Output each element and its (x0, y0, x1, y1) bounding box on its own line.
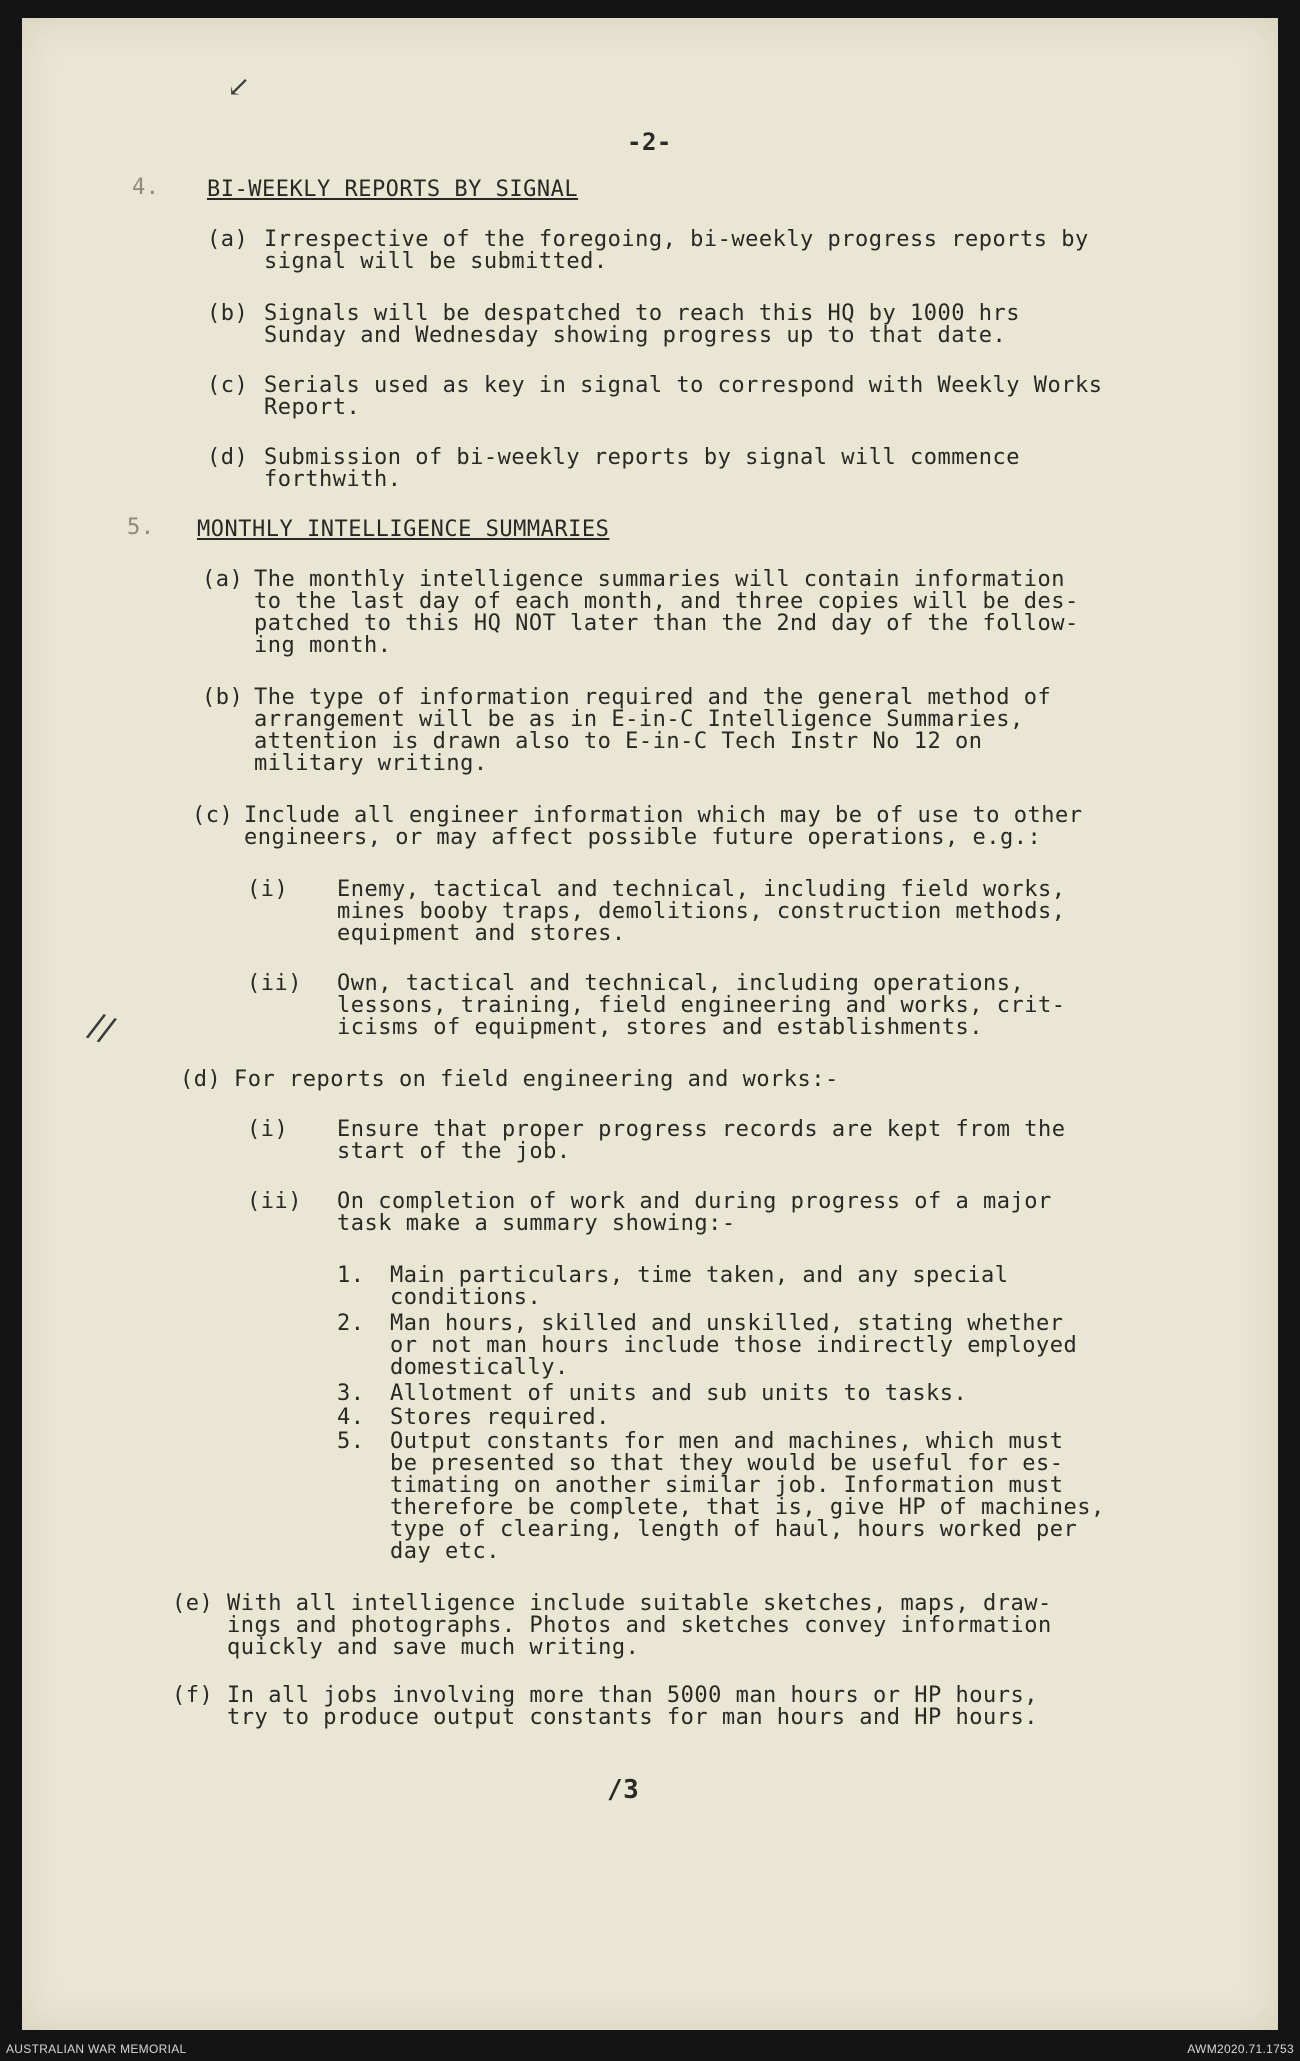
subpara-label: (i) (247, 1117, 289, 1142)
list-line: Allotment of units and sub units to tasks. (390, 1381, 968, 1406)
list-line: or not man hours include those indirectly employed (390, 1333, 1078, 1358)
list-line: be presented so that they would be useful for es- (390, 1451, 1064, 1476)
para-line: start of the job. (337, 1139, 571, 1164)
para-line: Serials used as key in signal to correspond with Weekly Works (264, 373, 1103, 398)
para-line: On completion of work and during progress of a major (337, 1189, 1052, 1214)
para-line: to the last day of each month, and three copies will be des- (254, 589, 1079, 614)
para-line: ing month. (254, 633, 392, 658)
para-label: (b) (202, 685, 244, 710)
para-line: Include all engineer information which may be of use to other (244, 803, 1083, 828)
list-line: type of clearing, length of haul, hours worked per (390, 1517, 1078, 1542)
list-number: 2. (337, 1311, 365, 1336)
section-number: 5. (127, 515, 155, 540)
subpara-label: (i) (247, 877, 289, 902)
list-number: 3. (337, 1381, 365, 1406)
para-label: (d) (207, 445, 249, 470)
para-label: (f) (172, 1683, 214, 1708)
para-line: Irrespective of the foregoing, bi-weekly progress reports by (264, 227, 1089, 252)
para-label: (c) (192, 803, 234, 828)
pen-mark: ↙ (227, 70, 251, 103)
list-line: day etc. (390, 1539, 500, 1564)
next-page-marker: /3 (607, 1775, 640, 1805)
list-line: domestically. (390, 1355, 569, 1380)
para-line: The monthly intelligence summaries will contain information (254, 567, 1065, 592)
para-line: Enemy, tactical and technical, including field works, (337, 877, 1066, 902)
footer-credit: AUSTRALIAN WAR MEMORIAL (6, 2042, 187, 2056)
para-line: military writing. (254, 751, 488, 776)
subpara-label: (ii) (247, 1189, 302, 1214)
para-line: quickly and save much writing. (227, 1635, 640, 1660)
para-line: signal will be submitted. (264, 249, 608, 274)
para-label: (a) (202, 567, 244, 592)
list-line: Main particulars, time taken, and any special (390, 1263, 1009, 1288)
page-number: -2- (627, 128, 672, 156)
para-label: (d) (180, 1067, 222, 1092)
para-line: arrangement will be as in E-in-C Intelligence Summaries, (254, 707, 1024, 732)
para-line: Signals will be despatched to reach this HQ by 1000 hrs (264, 301, 1020, 326)
para-line: Own, tactical and technical, including operations, (337, 971, 1025, 996)
para-line: icisms of equipment, stores and establishments. (337, 1015, 984, 1040)
para-line: For reports on field engineering and works:- (234, 1067, 839, 1092)
para-line: ings and photographs. Photos and sketches convey information (227, 1613, 1052, 1638)
para-line: In all jobs involving more than 5000 man hours or HP hours, (227, 1683, 1038, 1708)
para-label: (c) (207, 373, 249, 398)
pen-mark-margin: // (83, 1005, 120, 1051)
list-line: Output constants for men and machines, which must (390, 1429, 1064, 1454)
list-number: 5. (337, 1429, 365, 1454)
list-line: Man hours, skilled and unskilled, stating whether (390, 1311, 1064, 1336)
para-line: Submission of bi-weekly reports by signal will commence (264, 445, 1020, 470)
para-line: equipment and stores. (337, 921, 626, 946)
para-line: The type of information required and the general method of (254, 685, 1052, 710)
para-line: attention is drawn also to E-in-C Tech Instr No 12 on (254, 729, 983, 754)
para-line: Report. (264, 395, 361, 420)
para-line: patched to this HQ NOT later than the 2nd day of the follow- (254, 611, 1079, 636)
para-label: (e) (172, 1591, 214, 1616)
list-line: Stores required. (390, 1405, 610, 1430)
para-line: try to produce output constants for man hours and HP hours. (227, 1705, 1038, 1730)
list-line: therefore be complete, that is, give HP of machines, (390, 1495, 1105, 1520)
document-page (22, 18, 1278, 2030)
section-heading: BI-WEEKLY REPORTS BY SIGNAL (207, 177, 579, 202)
para-label: (a) (207, 227, 249, 252)
para-line: forthwith. (264, 467, 402, 492)
para-line: engineers, or may affect possible future operations, e.g.: (244, 825, 1042, 850)
footer-accession-number: AWM2020.71.1753 (1187, 2042, 1294, 2056)
para-line: Ensure that proper progress records are kept from the (337, 1117, 1066, 1142)
para-line: task make a summary showing:- (337, 1211, 736, 1236)
para-line: Sunday and Wednesday showing progress up to that date. (264, 323, 1007, 348)
para-line: lessons, training, field engineering and works, crit- (337, 993, 1066, 1018)
subpara-label: (ii) (247, 971, 302, 996)
list-line: conditions. (390, 1285, 542, 1310)
list-number: 1. (337, 1263, 365, 1288)
para-line: mines booby traps, demolitions, construction methods, (337, 899, 1066, 924)
para-label: (b) (207, 301, 249, 326)
section-heading: MONTHLY INTELLIGENCE SUMMARIES (197, 517, 610, 542)
list-line: timating on another similar job. Information must (390, 1473, 1064, 1498)
list-number: 4. (337, 1405, 365, 1430)
para-line: With all intelligence include suitable sketches, maps, draw- (227, 1591, 1052, 1616)
section-number: 4. (132, 175, 160, 200)
